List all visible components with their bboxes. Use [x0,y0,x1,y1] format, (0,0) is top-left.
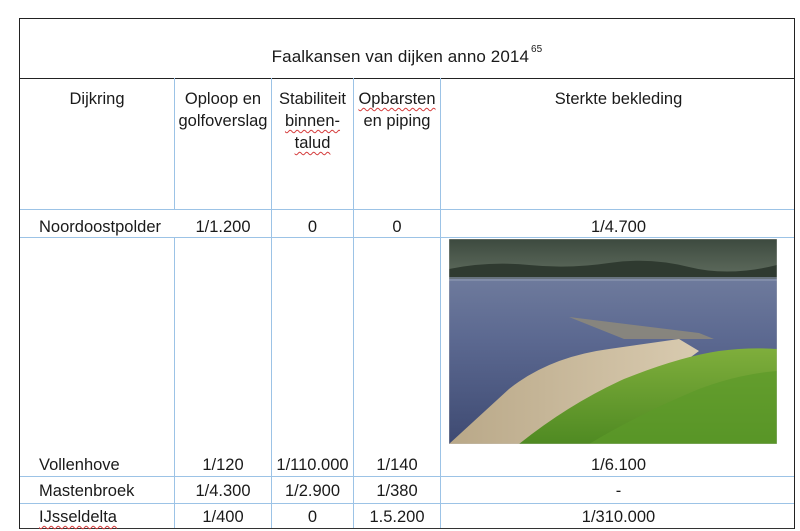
grid-line [20,209,794,210]
cell-stabiliteit: 0 [307,218,318,236]
header-stabiliteit: Stabiliteit binnen- talud [279,90,346,152]
cell-oploop: 1/4.300 [195,482,251,500]
cell-stabiliteit: 0 [307,508,318,526]
grid-line [20,503,794,504]
cell-dijkring: Noordoostpolder [39,218,161,236]
cell-sterkte: - [615,482,622,500]
cell-opbarsten: 1.5.200 [369,508,425,526]
cell-dijkring: IJsseldelta [39,508,117,526]
cell-dijkring: Mastenbroek [39,482,135,500]
cell-opbarsten: 0 [392,218,402,236]
footnote-marker: 65 [531,44,543,55]
table-title [20,44,794,67]
dike-photo [449,239,777,444]
grid-line [20,476,794,477]
document-frame [19,18,798,529]
cell-opbarsten: 1/140 [376,456,418,474]
cell-stabiliteit: 1/2.900 [284,482,341,500]
cell-sterkte: 1/6.100 [590,456,647,474]
cell-opbarsten: 1/380 [376,482,418,500]
title-box [19,18,795,79]
cell-oploop: 1/120 [202,456,244,474]
cell-oploop: 1/1.200 [195,218,251,236]
grid-line [20,528,794,529]
header-opbarsten: Opbarsten en piping [358,90,436,130]
title-text: Faalkansen van dijken anno 2014 [271,47,530,66]
header-oploop: Oploop en golfoverslag [178,90,268,130]
cell-stabiliteit: 1/110.000 [276,456,349,474]
header-dijkring: Dijkring [69,90,125,108]
cell-oploop: 1/400 [202,508,244,526]
failure-table [19,78,795,529]
cell-sterkte: 1/4.700 [590,218,647,236]
cell-dijkring: Vollenhove [39,456,120,474]
cell-sterkte: 1/310.000 [581,508,656,526]
header-sterkte: Sterkte bekleding [554,90,683,108]
